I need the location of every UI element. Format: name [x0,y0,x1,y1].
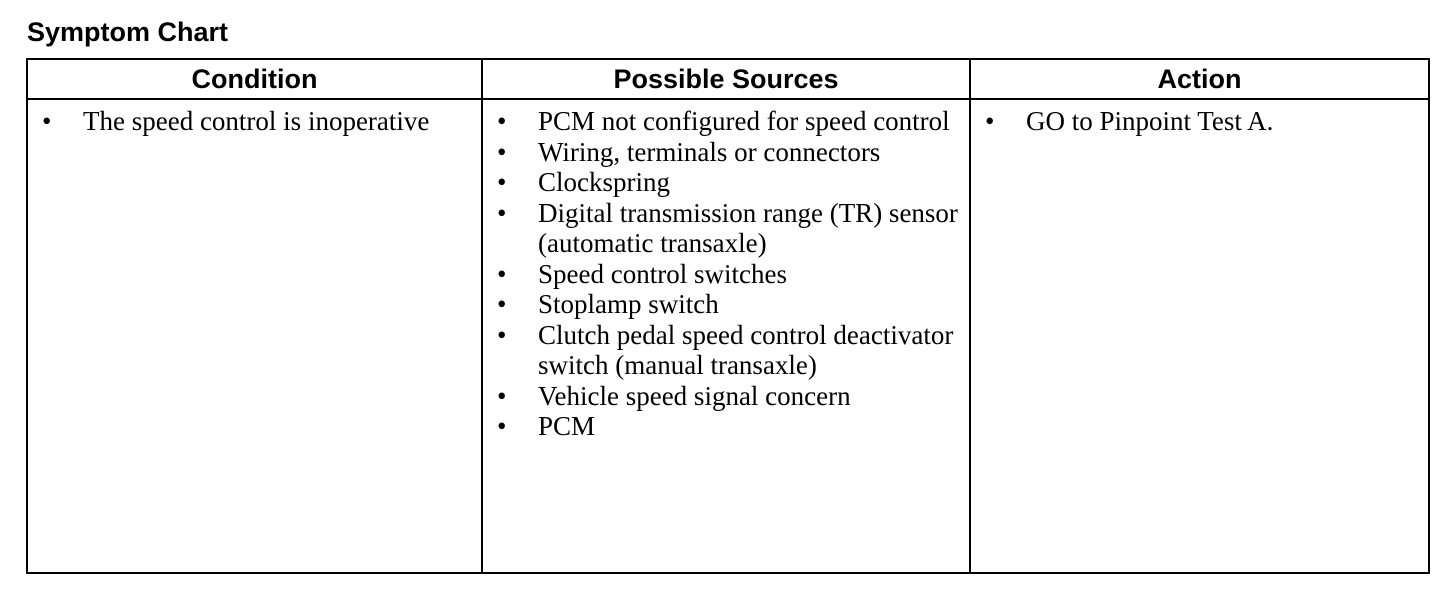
condition-item: • The speed control is inoperative [28,106,481,137]
table-row [27,99,1429,573]
source-item: • Clutch pedal speed control deactivator switch (manual transaxle) [483,320,969,381]
action-item: • GO to Pinpoint Test A. [971,106,1428,137]
possible-sources-list [483,106,969,442]
source-item: • PCM not configured for speed control [483,106,969,137]
action-list [971,106,1428,137]
source-item: • PCM [483,411,969,442]
source-item: • Stoplamp switch [483,289,969,320]
condition-list [28,106,481,137]
source-item: • Speed control switches [483,259,969,290]
column-header-condition: Condition [27,59,482,99]
column-header-possible-sources: Possible Sources [482,59,970,99]
source-item: • Wiring, terminals or connectors [483,137,969,168]
source-item: • Vehicle speed signal concern [483,381,969,412]
possible-sources-cell [482,99,970,573]
action-cell [970,99,1429,573]
condition-cell [27,99,482,573]
page-title: Symptom Chart [27,17,229,47]
source-item: • Digital transmission range (TR) sensor (automatic transaxle) [483,198,969,259]
symptom-table [26,58,1430,574]
column-header-action: Action [970,59,1429,99]
table-header-row [27,59,1429,99]
source-item: • Clockspring [483,167,969,198]
